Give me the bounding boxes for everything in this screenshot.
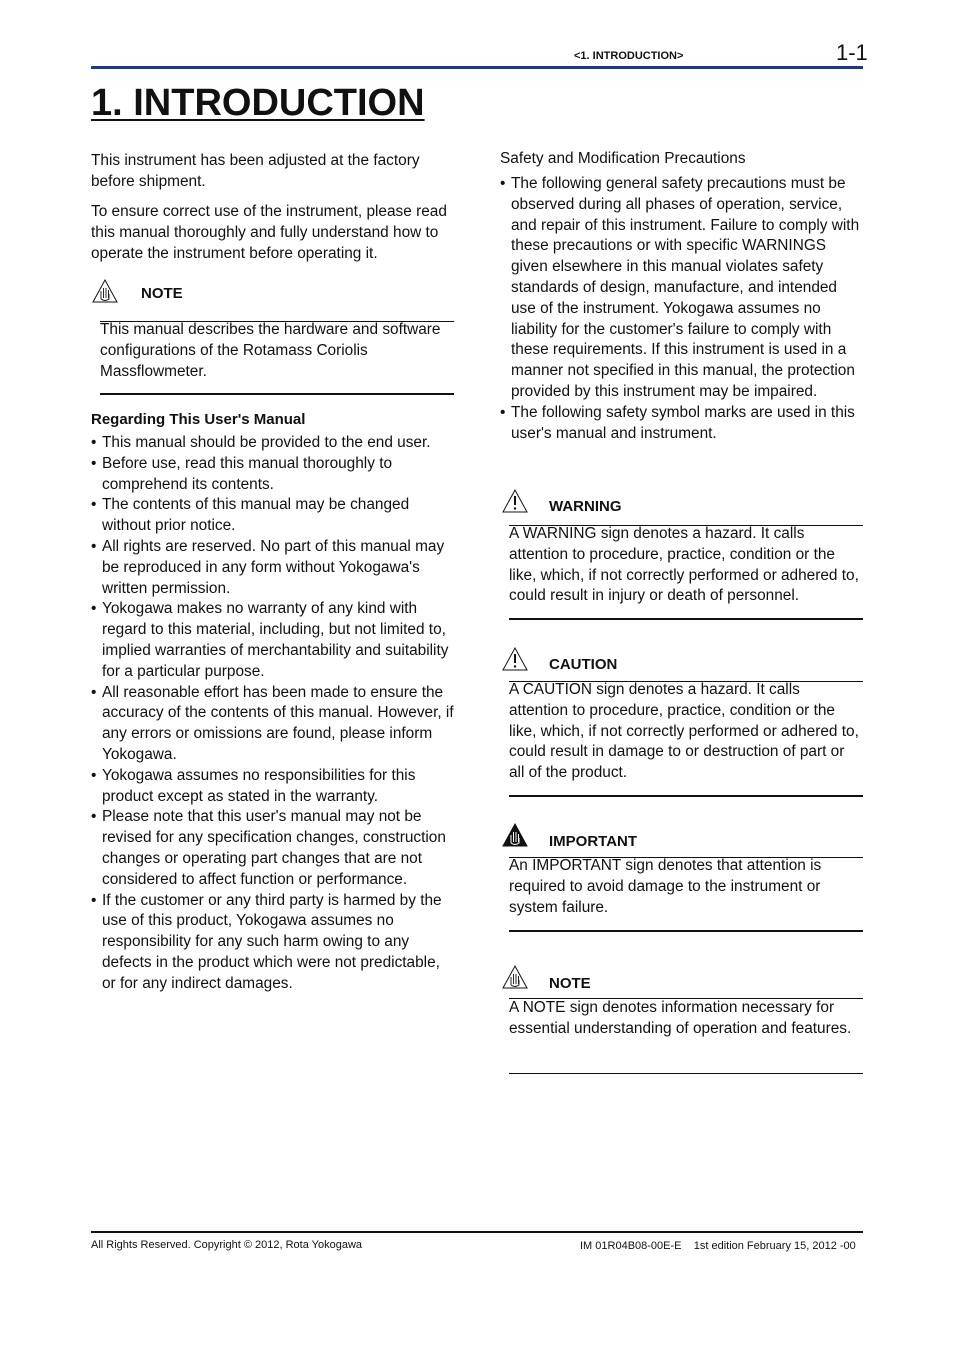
- note-heading: NOTE: [549, 975, 591, 992]
- intro-paragraph-1: This instrument has been adjusted at the factory before shipment.: [91, 152, 420, 190]
- page-title: 1. INTRODUCTION: [91, 82, 425, 124]
- footer-doc-id: IM 01R04B08-00E-E: [580, 1240, 682, 1252]
- note-text: This manual describes the hardware and software configurations of the Rotamass Coriolis Massflowmeter.: [100, 321, 441, 380]
- users-manual-heading: Regarding This User's Manual: [91, 411, 306, 428]
- footer-edition: 1st edition February 15, 2012 -00: [693, 1240, 856, 1252]
- important-hand-icon: [500, 822, 530, 853]
- caution-triangle-icon: [500, 646, 530, 677]
- footer-rule: [91, 1231, 863, 1233]
- hand-note-icon: [90, 278, 120, 309]
- list-item: • If the customer or any third party is harmed by the use of this product, Yokogawa assumes no responsibility for any such harm owing to any defects in the product which were not predictable, or for any indirect damages.: [91, 891, 454, 995]
- warning-triangle-icon: [500, 488, 530, 519]
- note-bottom-rule: [509, 1073, 863, 1074]
- important-text: An IMPORTANT sign denotes that attention is required to avoid damage to the instrument or system failure.: [509, 857, 822, 916]
- warning-text: A WARNING sign denotes a hazard. It calls attention to procedure, practice, condition or the like, which, if not correctly performed or adhered to, could result in injury or death of personnel.: [509, 525, 859, 605]
- caution-text: A CAUTION sign denotes a hazard. It calls attention to procedure, practice, condition or the like, which, if not correctly performed or adhered to, could result in damage to or destruction of part or all of the product.: [509, 681, 859, 782]
- safety-heading: Safety and Modification Precautions: [500, 150, 746, 167]
- list-item: • The following safety symbol marks are used in this user's manual and instrument.: [500, 403, 864, 445]
- list-item: • All reasonable effort has been made to ensure the accuracy of the contents of this manual. However, if any errors or omissions are found, please inform Yokogawa.: [91, 683, 454, 766]
- header-rule: [91, 66, 863, 69]
- list-item: • Yokogawa assumes no responsibilities for this product except as stated in the warranty.: [91, 766, 454, 808]
- warning-bottom-rule: [509, 618, 863, 620]
- note-bottom-rule: [100, 393, 454, 395]
- safety-list: [500, 174, 864, 444]
- warning-heading: WARNING: [549, 498, 622, 515]
- page-number: 1-1: [836, 40, 868, 65]
- list-item: • Yokogawa makes no warranty of any kind with regard to this material, including, but not limited to, implied warranties of merchantability and suitability for a particular purpose.: [91, 599, 454, 682]
- users-manual-list: [91, 433, 454, 995]
- important-bottom-rule: [509, 930, 863, 932]
- list-item: • Before use, read this manual thoroughly to comprehend its contents.: [91, 454, 454, 496]
- important-heading: IMPORTANT: [549, 833, 638, 850]
- list-item: • Please note that this user's manual may not be revised for any specification changes, construction changes or operating part changes that are not considered to affect function or performance.: [91, 807, 454, 890]
- note-text: A NOTE sign denotes information necessary for essential understanding of operation and features.: [509, 999, 852, 1037]
- hand-note-icon: [500, 964, 530, 995]
- note-heading: NOTE: [141, 285, 183, 302]
- list-item: • All rights are reserved. No part of this manual may be reproduced in any form without Yokogawa's written permission.: [91, 537, 454, 599]
- intro-paragraph-2: To ensure correct use of the instrument, please read this manual thoroughly and fully understand how to operate the instrument before operating it.: [91, 203, 447, 262]
- list-item: • The following general safety precautions must be observed during all phases of operation, service, and repair of this instrument. Failure to comply with these precautions or with specific WARNINGS given elsewhere in this manual violates safety standards of design, manufacture, and intended use of the instrument. Yokogawa assumes no liability for the customer's failure to comply with these requirements. If this instrument is used in a manner not specified in this manual, the protection provided by this instrument may be impaired.: [500, 174, 864, 403]
- list-item: • The contents of this manual may be changed without prior notice.: [91, 495, 454, 537]
- footer-doc-info: [580, 1240, 856, 1252]
- caution-heading: CAUTION: [549, 656, 618, 673]
- caution-bottom-rule: [509, 795, 863, 797]
- list-item: • This manual should be provided to the end user.: [91, 433, 454, 454]
- footer-copyright: All Rights Reserved. Copyright © 2012, Rota Yokogawa: [91, 1239, 363, 1251]
- running-header: <1. INTRODUCTION>: [574, 50, 684, 62]
